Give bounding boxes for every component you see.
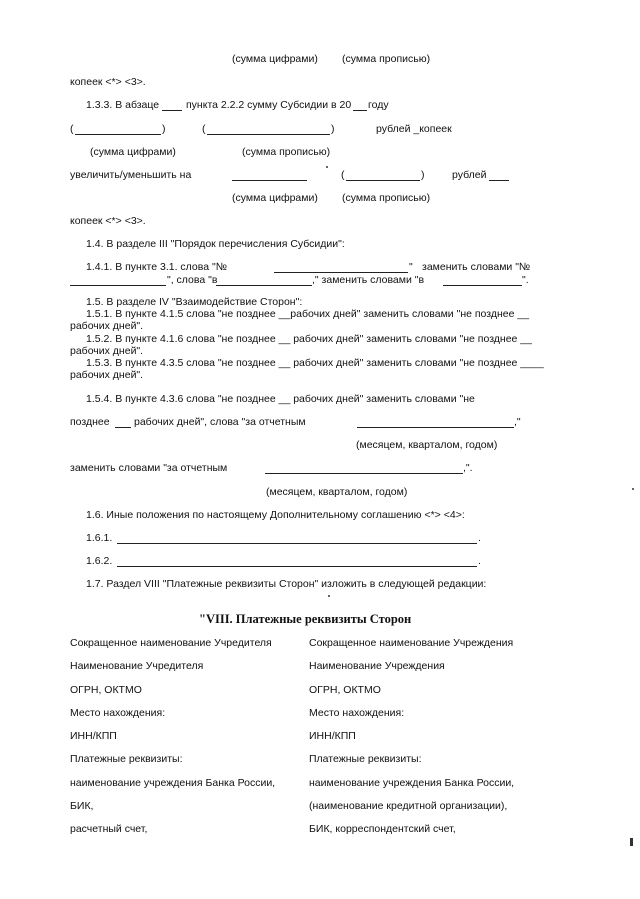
requisite-left: ОГРН, ОКТМО <box>70 684 142 696</box>
requisite-right: Наименование Учреждения <box>309 660 445 672</box>
paren-close: ) <box>162 123 166 135</box>
blank-line <box>357 426 514 428</box>
item-1-5-title: 1.5. В разделе IV "Взаимодействие Сторон": <box>86 296 303 308</box>
item-1-3-3-mid: пункта 2.2.2 сумму Субсидии в 20 <box>186 99 352 111</box>
kopeck-footnote-line: копеек <*> <3>. <box>70 76 146 88</box>
requisite-right: Место нахождения: <box>309 707 405 719</box>
requisite-left: Сокращенное наименование Учредителя <box>70 637 272 649</box>
requisite-right: ИНН/КПП <box>309 730 356 742</box>
item-1-6-title: 1.6. Иные положения по настоящему Дополнительному соглашению <*> <4>: <box>86 509 465 521</box>
requisite-right: БИК, корреспондентский счет, <box>309 823 456 835</box>
blank-line <box>115 426 131 428</box>
item-1-6-1-dot: . <box>478 532 481 544</box>
requisite-right: Платежные реквизиты: <box>309 753 422 765</box>
item-1-5-4-b2: рабочих дней", слова "за отчетным <box>134 416 306 428</box>
requisite-left: БИК, <box>70 800 94 812</box>
requisite-left: Место нахождения: <box>70 707 166 719</box>
paren-open: ( <box>341 169 345 181</box>
caption-sum-digits: (сумма цифрами) <box>232 192 318 204</box>
requisite-right: Сокращенное наименование Учреждения <box>309 637 514 649</box>
blank-line <box>117 565 477 567</box>
item-1-5-4-b-end: ," <box>514 416 521 428</box>
blank-line <box>207 133 330 135</box>
item-1-6-1: 1.6.1. <box>86 532 113 544</box>
item-1-5-1: 1.5.1. В пункте 4.1.5 слова "не позднее __рабочих дней" заменить словами "не позднее __ <box>86 308 530 320</box>
item-1-5-3-cont: рабочих дней". <box>70 369 144 381</box>
paren-open: ( <box>70 123 74 135</box>
requisite-left: Платежные реквизиты: <box>70 753 183 765</box>
caption-sum-digits: (сумма цифрами) <box>232 53 318 65</box>
caption-sum-digits: (сумма цифрами) <box>90 146 176 158</box>
caption-period: (месяцем, кварталом, годом) <box>266 486 408 498</box>
caption-sum-words: (сумма прописью) <box>342 53 431 65</box>
item-1-4-1-part1: 1.4.1. В пункте 3.1. слова "№ <box>86 261 227 273</box>
requisite-left: ИНН/КПП <box>70 730 117 742</box>
rub-kop-label: рублей _копеек <box>376 123 452 135</box>
item-1-5-4: 1.5.4. В пункте 4.3.6 слова "не позднее __ рабочих дней" заменить словами "не <box>86 393 475 405</box>
scan-speck <box>630 838 633 846</box>
item-1-5-4-b1: позднее <box>70 416 110 428</box>
item-1-5-4-c: заменить словами "за отчетным <box>70 462 228 474</box>
blank-line <box>346 179 420 181</box>
paren-close: ) <box>331 123 335 135</box>
item-1-5-2-cont: рабочих дней". <box>70 345 144 357</box>
item-1-5-2: 1.5.2. В пункте 4.1.6 слова "не позднее __ рабочих дней" заменить словами "не позднее __ <box>86 333 532 345</box>
item-1-7: 1.7. Раздел VIII "Платежные реквизиты Сторон" изложить в следующей редакции: <box>86 578 487 590</box>
blank-line <box>443 284 522 286</box>
blank-line <box>162 109 182 111</box>
blank-line <box>70 284 166 286</box>
scan-speck <box>328 595 330 597</box>
item-1-4-1-line2-q: ", слова "в <box>167 274 218 286</box>
item-1-5-4-c-end: ,". <box>463 462 473 474</box>
item-1-6-2: 1.6.2. <box>86 555 113 567</box>
blank-line <box>232 179 307 181</box>
blank-line <box>353 109 367 111</box>
change-label: увеличить/уменьшить на <box>70 169 192 181</box>
requisite-right: ОГРН, ОКТМО <box>309 684 381 696</box>
kopeck-footnote-line: копеек <*> <3>. <box>70 215 146 227</box>
blank-line <box>117 542 477 544</box>
item-1-4-1-line2-mid: ," заменить словами "в <box>312 274 425 286</box>
caption-period: (месяцем, кварталом, годом) <box>356 439 498 451</box>
section-heading: "VIII. Платежные реквизиты Сторон <box>199 612 412 626</box>
blank-line <box>75 133 161 135</box>
item-1-3-3-prefix: 1.3.3. В абзаце <box>86 99 160 111</box>
item-1-6-2-dot: . <box>478 555 481 567</box>
requisite-left: наименование учреждения Банка России, <box>70 777 276 789</box>
scan-speck <box>326 166 328 168</box>
blank-line <box>265 472 463 474</box>
item-1-4: 1.4. В разделе III "Порядок перечисления Субсидии": <box>86 238 345 250</box>
item-1-5-1-cont: рабочих дней". <box>70 320 144 332</box>
blank-line <box>274 271 408 273</box>
blank-line <box>489 179 509 181</box>
paren-open: ( <box>202 123 206 135</box>
item-1-4-1-line2-end: ". <box>522 274 529 286</box>
item-1-3-3-suffix: году <box>368 99 389 111</box>
item-1-4-1-replace: заменить словами "№ <box>422 261 531 273</box>
requisite-left: Наименование Учредителя <box>70 660 204 672</box>
blank-line <box>216 284 312 286</box>
item-1-5-3: 1.5.3. В пункте 4.3.5 слова "не позднее __ рабочих дней" заменить словами "не позднее ____ <box>86 357 544 369</box>
requisite-right: наименование учреждения Банка России, <box>309 777 515 789</box>
paren-close: ) <box>421 169 425 181</box>
rub-label: рублей <box>452 169 487 181</box>
quote-close: " <box>409 261 413 273</box>
caption-sum-words: (сумма прописью) <box>242 146 331 158</box>
scan-speck <box>632 488 634 490</box>
requisite-right: (наименование кредитной организации), <box>309 800 508 812</box>
requisite-left: расчетный счет, <box>70 823 148 835</box>
caption-sum-words: (сумма прописью) <box>342 192 431 204</box>
